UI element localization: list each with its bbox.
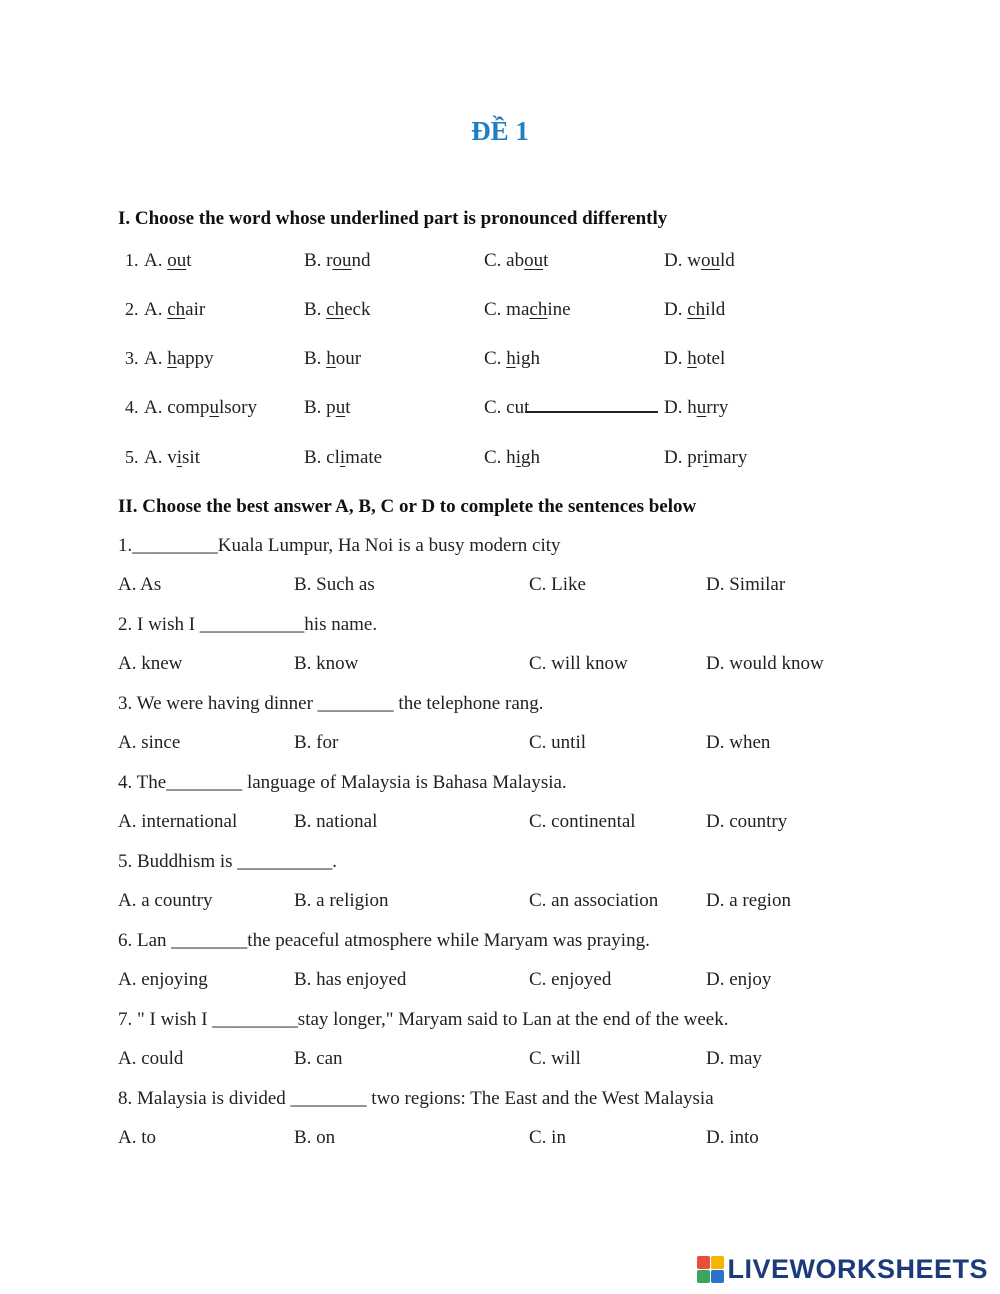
answer-option[interactable]	[304, 348, 361, 370]
option-text: our	[335, 348, 362, 369]
answer-option[interactable]: B. on	[294, 1127, 336, 1148]
question-sentence: 5. Buddhism is __________.	[118, 851, 338, 872]
option-text: otel	[696, 348, 726, 369]
question-sentence: 3. We were having dinner ________ the telephone rang.	[118, 693, 544, 714]
answer-option[interactable]	[484, 348, 540, 370]
answer-option[interactable]: C. Like	[529, 574, 586, 595]
underlined-part: i	[703, 447, 709, 468]
answer-options-row	[0, 653, 1000, 681]
logo-text: LIVEWORKSHEETS	[727, 1253, 988, 1284]
answer-option[interactable]	[484, 447, 540, 469]
underlined-part: ch	[167, 299, 186, 320]
pronunciation-question	[0, 447, 1000, 475]
question-number: 2.	[125, 299, 139, 319]
underlined-part: ou	[524, 250, 544, 271]
answer-option[interactable]	[304, 447, 382, 469]
option-text: C.	[484, 348, 507, 369]
answer-option[interactable]: B. Such as	[294, 574, 375, 595]
option-text: A.	[144, 299, 168, 320]
answer-option[interactable]	[664, 250, 735, 272]
underlined-part: ch	[687, 299, 706, 320]
option-text: D.	[664, 299, 688, 320]
question-sentence: 4. The________ language of Malaysia is Bahasa Malaysia.	[118, 772, 567, 793]
answer-option[interactable]	[144, 447, 200, 469]
question-text	[0, 693, 1000, 721]
option-text: A. comp	[144, 397, 210, 418]
answer-option[interactable]: A. As	[118, 574, 162, 595]
logo-square-blue	[711, 1270, 724, 1283]
answer-option[interactable]: A. since	[118, 732, 181, 753]
option-text: mary	[708, 447, 748, 468]
answer-option[interactable]: B. for	[294, 732, 339, 753]
pronunciation-question	[0, 250, 1000, 278]
answer-option[interactable]: C. will know	[529, 653, 628, 674]
option-text: C. ab	[484, 250, 525, 271]
logo-square-red	[697, 1256, 710, 1269]
option-text: B.	[304, 299, 327, 320]
pronunciation-question	[0, 299, 1000, 327]
answer-option[interactable]	[144, 250, 192, 272]
underlined-part: h	[167, 348, 177, 369]
question-number: 5.	[125, 447, 139, 467]
option-text: igh	[515, 348, 540, 369]
question-text	[0, 1088, 1000, 1116]
underlined-part: u	[335, 397, 346, 418]
answer-option[interactable]	[484, 299, 571, 321]
answer-options-row	[0, 732, 1000, 760]
underlined-part: h	[506, 348, 516, 369]
question-number: 4.	[125, 397, 139, 417]
answer-options-row	[0, 890, 1000, 918]
answer-option[interactable]: D. Similar	[706, 574, 786, 595]
answer-option[interactable]: A. to	[118, 1127, 156, 1148]
answer-option[interactable]	[484, 397, 529, 419]
answer-option[interactable]: C. until	[529, 732, 587, 753]
question-text	[0, 614, 1000, 642]
answer-option[interactable]	[664, 299, 725, 321]
option-text: B. p	[304, 397, 336, 418]
answer-option[interactable]: C. in	[529, 1127, 566, 1148]
answer-option[interactable]	[144, 348, 214, 370]
section-1-heading: I. Choose the word whose underlined part is pronounced differently	[118, 208, 668, 229]
option-text: rry	[706, 397, 729, 418]
question-text	[0, 772, 1000, 800]
option-text: air	[185, 299, 206, 320]
logo-square-green	[697, 1270, 710, 1283]
underlined-part: i	[515, 447, 521, 468]
answer-options-row	[0, 1127, 1000, 1155]
option-text: t	[345, 397, 351, 418]
page-title: ĐỀ 1	[471, 116, 529, 146]
underlined-part: h	[326, 348, 336, 369]
answer-option[interactable]	[664, 348, 725, 370]
answer-option[interactable]: D. would know	[706, 653, 824, 674]
answer-options-row	[0, 811, 1000, 839]
option-text: A. v	[144, 447, 177, 468]
answer-option[interactable]: C. an association	[529, 890, 659, 911]
question-sentence: 6. Lan ________the peaceful atmosphere while Maryam was praying.	[118, 930, 650, 951]
answer-option[interactable]: B. know	[294, 653, 359, 674]
underlined-part: u	[696, 397, 707, 418]
answer-option[interactable]: D. may	[706, 1048, 762, 1069]
answer-option[interactable]: C. will	[529, 1048, 581, 1069]
option-text: t	[186, 250, 192, 271]
underlined-part: ou	[332, 250, 352, 271]
question-text	[0, 930, 1000, 958]
logo-square-yellow	[711, 1256, 724, 1269]
question-text	[0, 851, 1000, 879]
answer-option[interactable]: D. when	[706, 732, 771, 753]
question-number: 1.	[125, 250, 139, 270]
underlined-part: ou	[700, 250, 720, 271]
option-text: sit	[182, 447, 200, 468]
question-number: 3.	[125, 348, 139, 368]
option-text: t	[543, 250, 549, 271]
option-text: gh	[520, 447, 540, 468]
answer-option[interactable]	[304, 397, 350, 419]
question-text	[0, 1009, 1000, 1037]
underlined-part: i	[176, 447, 183, 468]
option-text: A.	[144, 250, 168, 271]
option-text: C. h	[484, 447, 516, 468]
option-text: D. pr	[664, 447, 704, 468]
answer-line	[525, 411, 658, 413]
answer-option[interactable]: D. a region	[706, 890, 791, 911]
answer-option[interactable]: D. into	[706, 1127, 759, 1148]
answer-option[interactable]: A. a country	[118, 890, 213, 911]
answer-option[interactable]: A. international	[118, 811, 238, 832]
answer-option[interactable]	[484, 250, 548, 272]
option-text: eck	[344, 299, 371, 320]
answer-option[interactable]	[664, 397, 728, 419]
option-text: B.	[304, 348, 327, 369]
option-text: ine	[547, 299, 571, 320]
option-text: D. h	[664, 397, 697, 418]
answer-options-row	[0, 574, 1000, 602]
underlined-part: ou	[167, 250, 187, 271]
question-sentence: 8. Malaysia is divided ________ two regions: The East and the West Malaysia	[118, 1088, 714, 1109]
answer-option[interactable]: C. continental	[529, 811, 636, 832]
answer-option[interactable]: B. a religion	[294, 890, 389, 911]
option-text: B. cl	[304, 447, 340, 468]
option-text: nd	[351, 250, 371, 271]
answer-option[interactable]: B. can	[294, 1048, 343, 1069]
underlined-part: ch	[529, 299, 548, 320]
answer-option[interactable]	[144, 299, 205, 321]
answer-option[interactable]: A. knew	[118, 653, 183, 674]
pronunciation-question	[0, 348, 1000, 376]
question-sentence: 2. I wish I ___________his name.	[118, 614, 378, 635]
answer-option[interactable]: D. enjoy	[706, 969, 772, 990]
underlined-part: i	[339, 447, 346, 468]
option-text: C. cut	[484, 397, 530, 418]
answer-option[interactable]: A. enjoying	[118, 969, 208, 990]
option-text: C. ma	[484, 299, 530, 320]
answer-option[interactable]	[144, 397, 257, 419]
section-2-heading: II. Choose the best answer A, B, C or D to complete the sentences below	[118, 496, 697, 517]
answer-option[interactable]	[304, 250, 371, 272]
option-text: A.	[144, 348, 168, 369]
option-text: D.	[664, 348, 688, 369]
answer-option[interactable]	[304, 299, 371, 321]
pronunciation-question	[0, 397, 1000, 425]
answer-option[interactable]: A. could	[118, 1048, 184, 1069]
option-text: lsory	[218, 397, 257, 418]
option-text: B. r	[304, 250, 333, 271]
question-sentence: 7. " I wish I _________stay longer," Maryam said to Lan at the end of the week.	[118, 1009, 729, 1030]
answer-option[interactable]	[664, 447, 747, 469]
option-text: ild	[705, 299, 726, 320]
underlined-part: ch	[326, 299, 345, 320]
option-text: ld	[719, 250, 735, 271]
liveworksheets-logo-icon	[697, 1256, 723, 1282]
question-text	[0, 535, 1000, 563]
question-sentence: 1._________Kuala Lumpur, Ha Noi is a busy modern city	[118, 535, 561, 556]
answer-options-row	[0, 969, 1000, 997]
underlined-part: u	[209, 397, 219, 418]
answer-option[interactable]: B. has enjoyed	[294, 969, 407, 990]
answer-option[interactable]: D. country	[706, 811, 788, 832]
answer-option[interactable]: B. national	[294, 811, 378, 832]
answer-options-row	[0, 1048, 1000, 1076]
option-text: appy	[176, 348, 214, 369]
underlined-part: h	[687, 348, 697, 369]
answer-option[interactable]: C. enjoyed	[529, 969, 612, 990]
option-text: D. w	[664, 250, 701, 271]
option-text: mate	[345, 447, 383, 468]
liveworksheets-logo	[697, 1252, 988, 1286]
